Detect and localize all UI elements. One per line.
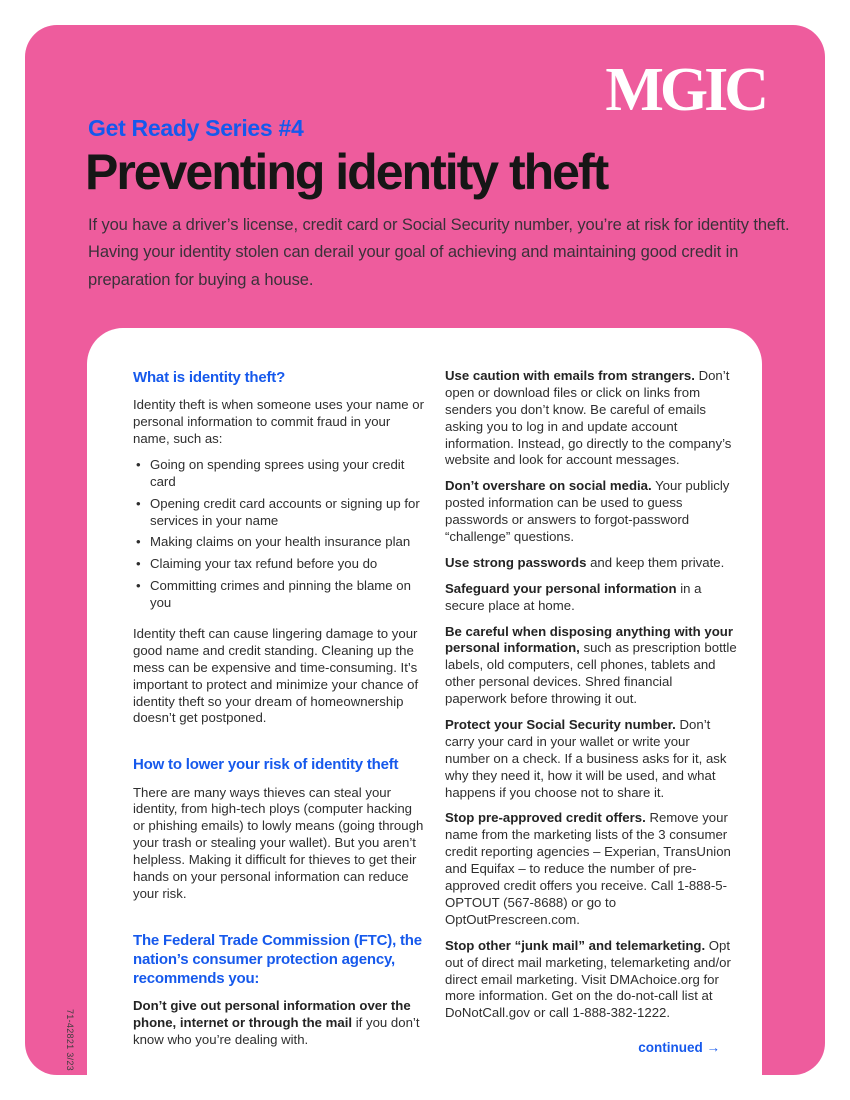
- tip-lead: Stop other “junk mail” and telemarketing.: [445, 937, 706, 953]
- tip-rest: Opt out of direct mail marketing, telemarketing and/or direct email marketing. Visit DMAchoice.org for more information. Get on the do-not-call list at DoNotCall.gov or call 1-888-382-1222.: [445, 937, 731, 1021]
- tip: [445, 368, 737, 469]
- tip-lead: Be careful when disposing anything with your personal information,: [445, 623, 733, 656]
- document-number: 71-42821 3/23: [65, 1009, 75, 1071]
- tip-lead: Use strong passwords: [445, 554, 587, 570]
- section-heading-lower-your-risk: How to lower your risk of identity theft: [133, 756, 399, 774]
- list-item: • Committing crimes and pinning the blame on you: [133, 578, 426, 612]
- intro-paragraph: If you have a driver’s license, credit card or Social Security number, you’re at risk for identity theft. Having your identity stolen can derail your goal of achieving and maintaining good credit in preparation for buying a house.: [88, 216, 790, 289]
- tip-rest: and keep them private.: [586, 554, 725, 570]
- tip-rest: Don’t carry your card in your wallet or write your number on a check. If a business asks for it, ask why they need it, how it will be used, and what happens if you choose not to share it.: [445, 717, 727, 800]
- section1-intro: Identity theft is when someone uses your name or personal information to commit fraud in your name, such as:: [133, 397, 425, 446]
- identity-theft-examples-list: [133, 457, 426, 612]
- list-item: • Opening credit card accounts or signing up for services in your name: [133, 496, 426, 530]
- section2-body: There are many ways thieves can steal your identity, from high-tech ploys (computer hacking or phishing emails) to lowly means (going through your trash or stealing your wallet). But you aren’t helpless. Making it difficult for thieves to get their hands on your personal information can reduce your risk.: [133, 784, 424, 901]
- section-heading-ftc-recommends: The Federal Trade Commission (FTC), the nation’s consumer protection agency, recommends you:: [133, 931, 422, 988]
- tip-lead: Protect your Social Security number.: [445, 717, 676, 733]
- pink-sheet: [25, 25, 825, 1075]
- tip-rest: if you don’t know who you’re dealing with.: [133, 1015, 420, 1048]
- tip-rest: Don’t open or download files or click on links from senders you don’t know. Be careful of emails asking you to log in and update account information. Instead, go directly to the company’s website and look for account messages.: [445, 368, 732, 468]
- tip: [133, 998, 426, 1049]
- tip-lead: Safeguard your personal information: [445, 580, 677, 596]
- tip-lead: Stop pre-approved credit offers.: [445, 810, 646, 826]
- left-column: [133, 368, 426, 1058]
- tip: [445, 478, 737, 546]
- continued-link: continued →: [638, 1040, 720, 1055]
- tip: [445, 555, 737, 572]
- tip: [445, 938, 737, 1022]
- tip: [445, 581, 737, 615]
- section1-outro: Identity theft can cause lingering damage to your good name and credit standing. Cleaning up the mess can be expensive and time-consuming. It’s important to protect and minimize your chance of identity theft so your dream of homeownership doesn’t get postponed.: [133, 625, 419, 726]
- list-item: • Claiming your tax refund before you do: [133, 556, 426, 573]
- right-column: [445, 368, 737, 1058]
- tip-lead: Don’t overshare on social media.: [445, 478, 652, 494]
- page-title: Preventing identity theft: [85, 144, 608, 200]
- tip-rest: Your publicly posted information can be used to guess passwords or answers to forgot-password “challenge” questions.: [445, 478, 730, 545]
- mgic-logo: MGIC: [605, 56, 765, 124]
- tip: [445, 624, 737, 708]
- section-heading-what-is-identity-theft: What is identity theft?: [133, 369, 286, 386]
- tip-rest: such as prescription bottle labels, old computers, cell phones, tablets and other personal devices. Shred financial paperwork before throwing it out.: [445, 640, 737, 707]
- series-label: Get Ready Series #4: [88, 115, 304, 141]
- tip-rest: in a secure place at home.: [445, 580, 702, 613]
- tip: [445, 810, 737, 928]
- list-item: • Making claims on your health insurance plan: [133, 534, 426, 551]
- content-card: [87, 328, 762, 1075]
- tip-rest: Remove your name from the marketing lists of the 3 consumer credit reporting agencies – Experian, TransUnion and Equifax – to reduce the number of pre-approved credit offers you receive. Call 1-888-5-OPTOUT (567-8688) or go to OptOutPrescreen.com.: [445, 810, 731, 927]
- tip: [445, 717, 737, 801]
- tip-lead: Use caution with emails from strangers.: [445, 368, 695, 383]
- list-item: • Going on spending sprees using your credit card: [133, 457, 426, 491]
- tip-lead: Don’t give out personal information over the phone, internet or through the mail: [133, 998, 411, 1031]
